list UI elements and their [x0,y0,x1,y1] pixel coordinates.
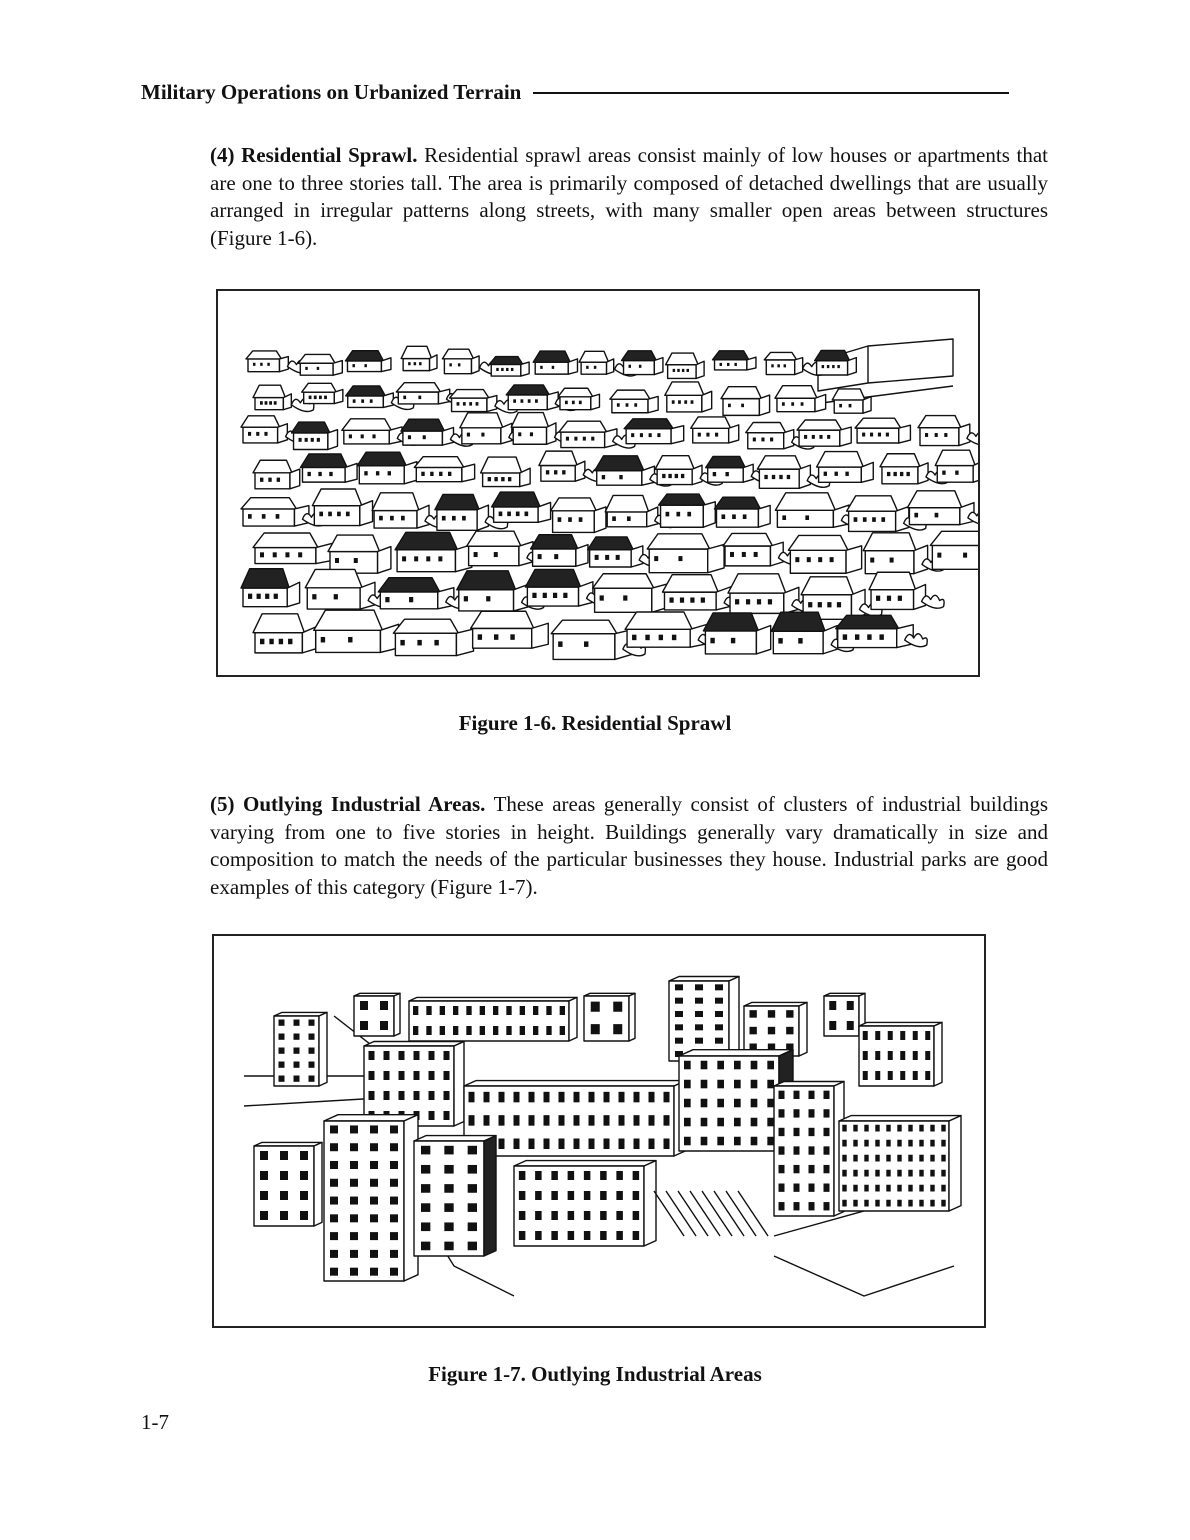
document-title: Military Operations on Urbanized Terrain [141,79,522,104]
figure-caption: Figure 1-6. Residential Sprawl [458,711,732,735]
building-drawing [409,997,577,1041]
house-drawing [721,387,770,416]
house-drawing [328,535,391,573]
house-drawing [935,450,978,482]
house-drawing [624,419,684,444]
house-drawing [713,351,756,370]
house-drawing [300,454,357,482]
page-number: 1-7 [141,1410,169,1434]
house-drawing [533,351,577,374]
section-heading: (4) Residential Sprawl. [210,143,418,167]
house-drawing [918,416,978,446]
house-drawing [930,531,978,569]
house-drawing [855,418,910,443]
house-drawing [471,611,549,648]
house-drawing [241,569,300,607]
house-drawing [314,610,399,652]
house-drawing [703,613,770,654]
building-drawing [464,1081,686,1156]
house-drawing [558,388,600,409]
header-rule [533,92,1009,94]
house-drawing [492,492,551,522]
house-drawing [253,614,316,653]
building-drawing [839,1116,961,1211]
section-heading: (5) Outlying Industrial Areas. [210,792,486,816]
house-drawing [345,351,390,372]
figure-caption: Figure 1-7. Outlying Industrial Areas [428,1362,762,1386]
house-drawing [393,619,473,655]
house-drawing [659,494,716,527]
building-drawing [414,1136,496,1256]
paragraph-text: Residential sprawl areas consist mainly of low houses or apartments that are one to three stories tall. The area is primarily composed of detached dwellings that are usually arranged in irregular patterns along streets, with many smaller open areas between structures (Figure 1-6). [210,143,1049,250]
house-drawing [531,535,588,567]
building-drawing [324,1115,418,1281]
running-header [141,78,1009,106]
building-drawing [859,1022,942,1086]
building-drawing [274,1012,327,1086]
residential-sprawl-drawing [218,291,978,675]
house-drawing [414,457,474,482]
house-drawing [622,351,663,375]
house-drawing [788,535,861,573]
house-drawing [817,452,874,483]
house-drawing [869,572,944,609]
house-drawing [378,578,468,609]
house-drawing [610,390,658,413]
paragraph-residential-sprawl [210,142,1048,252]
house-drawing [253,460,300,489]
building-drawing [364,1042,464,1127]
house-drawing [551,498,606,533]
house-drawing [481,457,531,487]
building-drawing [254,1142,322,1226]
figure-residential-sprawl [216,289,980,677]
house-drawing [691,417,739,443]
building-drawing [514,1161,656,1246]
house-drawing [539,451,606,481]
house-drawing [832,389,871,413]
house-drawing [253,533,333,564]
house-drawing [298,354,342,375]
house-drawing [559,421,635,448]
house-drawing [302,383,343,403]
building-drawing [744,1002,807,1056]
paragraph-text: These areas generally consist of clusters of industrial buildings varying from one to five stories in height. Buildings generally vary dramatically in size and composition to match the needs of the particular businesses they house. Industrial parks are good examples of this category (Figure 1-7). [210,792,1048,899]
house-drawing [401,346,437,370]
building-drawing [354,993,400,1036]
building-drawing [584,993,635,1041]
house-drawing [489,357,529,376]
house-drawing [312,489,372,526]
house-drawing [292,422,338,449]
building-drawing [669,977,739,1062]
house-drawing [647,534,724,573]
house-drawing [241,498,325,526]
house-drawing [714,497,770,527]
paragraph-outlying-industrial [210,791,1048,901]
house-drawing [666,353,704,378]
house-drawing [665,382,712,412]
house-drawing [305,569,390,609]
house-drawing [797,420,851,446]
house-drawing [357,452,417,484]
house-drawing [395,532,472,571]
house-drawing [836,615,927,647]
building-drawing [774,1082,844,1217]
house-drawing [593,574,668,613]
industrial-area-drawing [214,936,984,1326]
house-drawing [907,491,978,525]
house-drawing [372,493,447,528]
figure-industrial-areas [212,934,986,1328]
